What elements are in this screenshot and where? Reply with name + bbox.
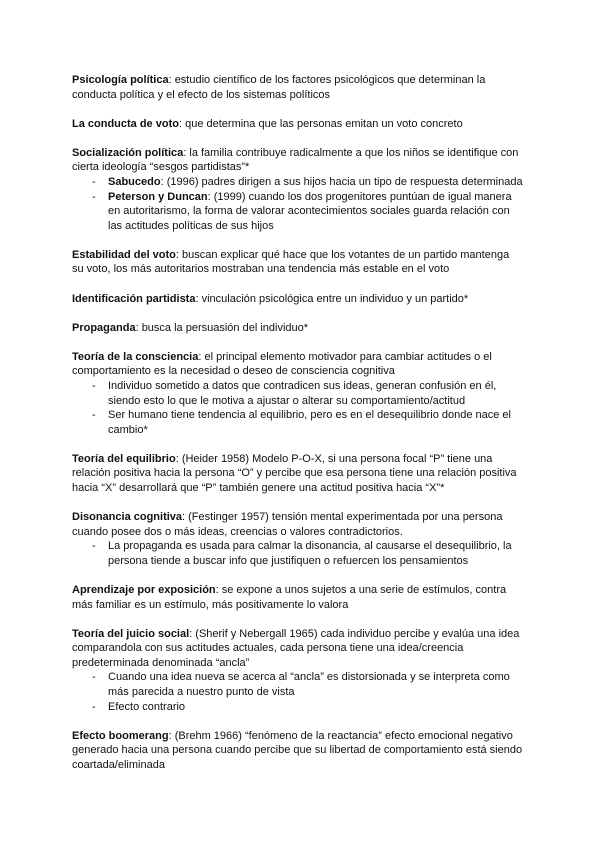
bullet-term: Sabucedo xyxy=(108,175,161,188)
section-line xyxy=(72,452,542,467)
bullet-item xyxy=(72,700,542,715)
section-text: : la familia contribuye radicalmente a que los niños se identifique con xyxy=(183,146,519,159)
bullet-term: Peterson y Duncan xyxy=(108,190,208,203)
section-text: más familiar es un estímulo, más positivamente lo valora xyxy=(72,598,349,611)
section-text: : se expone a unos sujetos a una serie de estímulos, contra xyxy=(215,583,507,596)
section-line xyxy=(72,525,542,540)
bullet-dash: - xyxy=(92,379,96,392)
section-term: Psicología política xyxy=(72,74,169,86)
section-line xyxy=(72,656,542,671)
bullet-line xyxy=(108,700,542,715)
section xyxy=(72,452,542,496)
section-line xyxy=(72,729,542,744)
section-line xyxy=(72,73,542,88)
bullet-line xyxy=(108,685,542,700)
section-text: comportamiento es la necesidad o deseo de consciencia cognitiva xyxy=(72,365,395,378)
bullet-line xyxy=(108,554,542,569)
bullet-dash: - xyxy=(92,409,96,422)
section-line xyxy=(72,364,542,379)
section-term: Propaganda xyxy=(72,321,136,334)
section-text: : busca la persuasión del individuo* xyxy=(135,321,309,334)
bullet-line xyxy=(108,539,542,554)
bullet-text: La propaganda es usada para calmar la disonancia, al causarse el desequilibrio, la xyxy=(108,540,512,553)
section-term: Estabilidad del voto xyxy=(72,248,176,261)
bullet-item xyxy=(72,670,542,699)
section-text: : buscan explicar qué hace que los votantes de un partido mantenga xyxy=(175,248,510,261)
bullet-text: más parecida a nuestro punto de vista xyxy=(108,686,295,698)
section-line xyxy=(72,292,542,307)
bullet-text: persona tiende a buscar info que justifiquen o refuercen los pensamientos xyxy=(108,554,469,567)
section-line xyxy=(72,510,542,525)
bullet-text: Efecto contrario xyxy=(108,700,186,713)
section-term: Socialización política xyxy=(72,146,184,159)
section xyxy=(72,729,542,773)
section-term: Teoría del equilibrio xyxy=(72,452,176,465)
bullet-item xyxy=(72,539,542,568)
section-text: cuando posee dos o más ideas, creencias o valores contradictorios. xyxy=(72,525,403,538)
section-line xyxy=(72,160,542,175)
section-term: Aprendizaje por exposición xyxy=(72,583,216,596)
section-line xyxy=(72,481,542,496)
section-text: hacia “X” desarrollará que “P” también genere una actitud positiva hacia “X”* xyxy=(72,481,445,494)
section-text: : que determina que las personas emitan un voto concreto xyxy=(178,117,463,130)
section-text: su voto, los más autoritarios mostraban una tendencia más estable en el voto xyxy=(72,263,450,276)
section-text: : estudio científico de los factores psicológicos que determinan la xyxy=(168,74,486,86)
section-text: comparandola con sus actitudes actuales, cada persona tiene una idea/creencia xyxy=(72,642,464,655)
section-line xyxy=(72,466,542,481)
bullet-text: Individuo sometido a datos que contradicen sus ideas, generan confusión en él, xyxy=(108,379,497,392)
section-term: Identificación partidista xyxy=(72,292,196,305)
bullet-line xyxy=(108,408,542,423)
bullet-item xyxy=(72,175,542,190)
bullet-dash: - xyxy=(92,175,96,188)
bullet-text: en autoritarismo, la forma de valorar acontecimientos sociales guarda relación con xyxy=(108,205,510,218)
document-body xyxy=(72,73,542,787)
bullet-dash: - xyxy=(92,190,96,203)
section xyxy=(72,627,542,715)
bullet-line xyxy=(108,394,542,409)
bullet-dash: - xyxy=(92,671,96,684)
section xyxy=(72,146,542,234)
section-line xyxy=(72,743,542,758)
section xyxy=(72,510,542,568)
section-text: cierta ideología “sesgos partidistas”* xyxy=(72,161,250,174)
section xyxy=(72,117,542,132)
section-term: Teoría de la consciencia xyxy=(72,350,199,363)
bullet-line xyxy=(108,423,542,438)
bullet-item xyxy=(72,190,542,234)
section-line xyxy=(72,262,542,277)
bullet-line xyxy=(108,379,542,394)
section-text: : vinculación psicológica entre un individuo y un partido* xyxy=(195,292,469,305)
bullet-line xyxy=(108,204,542,219)
section-text: : (Sherif y Nebergall 1965) cada individuo percibe y evalúa una idea xyxy=(189,627,520,640)
section xyxy=(72,583,542,612)
bullet-text: las actitudes políticas de sus hijos xyxy=(108,219,274,232)
section-line xyxy=(72,641,542,656)
bullet-text: siendo esto lo que le motiva a ajustar o alterar su comportamiento/actitud xyxy=(108,394,466,407)
section-line xyxy=(72,627,542,642)
section-line xyxy=(72,350,542,365)
bullet-text: : (1996) padres dirigen a sus hijos hacia un tipo de respuesta determinada xyxy=(160,175,523,188)
section-text: : (Festinger 1957) tensión mental experimentada por una persona xyxy=(182,511,503,524)
bullet-item xyxy=(72,408,542,437)
section-line xyxy=(72,758,542,773)
bullet-text: Ser humano tiene tendencia al equilibrio, pero es en el desequilibrio donde nace el xyxy=(108,409,511,422)
section-text: : (Brehm 1966) “fenómeno de la reactancia” efecto emocional negativo xyxy=(168,729,513,742)
section-term: La conducta de voto xyxy=(72,117,179,130)
section-term: Teoría del juicio social xyxy=(72,627,190,640)
bullet-line xyxy=(108,219,542,234)
section-term: Efecto boomerang xyxy=(72,729,169,742)
section-line xyxy=(72,117,542,132)
section-text: predeterminada denominada “ancla” xyxy=(72,656,250,669)
section-line xyxy=(72,146,542,161)
bullet-item xyxy=(72,379,542,408)
section xyxy=(72,73,542,102)
section xyxy=(72,350,542,438)
section xyxy=(72,292,542,307)
section-line xyxy=(72,248,542,263)
section-text: : (Heider 1958) Modelo P-O-X, si una persona focal “P” tiene una xyxy=(175,452,493,465)
section xyxy=(72,248,542,277)
section-text: : el principal elemento motivador para cambiar actitudes o el xyxy=(198,350,492,363)
section xyxy=(72,321,542,336)
section-line xyxy=(72,583,542,598)
bullet-line xyxy=(108,670,542,685)
section-line xyxy=(72,88,542,103)
section-line xyxy=(72,598,542,613)
bullet-dash: - xyxy=(92,700,96,713)
section-text: generado hacia una persona cuando percibe que su libertad de comportamiento está siendo xyxy=(72,744,523,757)
bullet-text: Cuando una idea nueva se acerca al “ancla” es distorsionada y se interpreta como xyxy=(108,671,510,684)
bullet-line xyxy=(108,190,542,205)
bullet-text: cambio* xyxy=(108,423,148,436)
section-text: conducta política y el efecto de los sistemas políticos xyxy=(72,88,331,101)
bullet-dash: - xyxy=(92,540,96,553)
section-term: Disonancia cognitiva xyxy=(72,511,183,524)
bullet-line xyxy=(108,175,542,190)
section-text: coartada/eliminada xyxy=(72,758,165,771)
bullet-text: : (1999) cuando los dos progenitores puntúan de igual manera xyxy=(207,190,512,203)
section-line xyxy=(72,321,542,336)
section-text: relación positiva hacia la persona “O” y percibe que esa persona tiene una relación positiva xyxy=(72,467,517,480)
